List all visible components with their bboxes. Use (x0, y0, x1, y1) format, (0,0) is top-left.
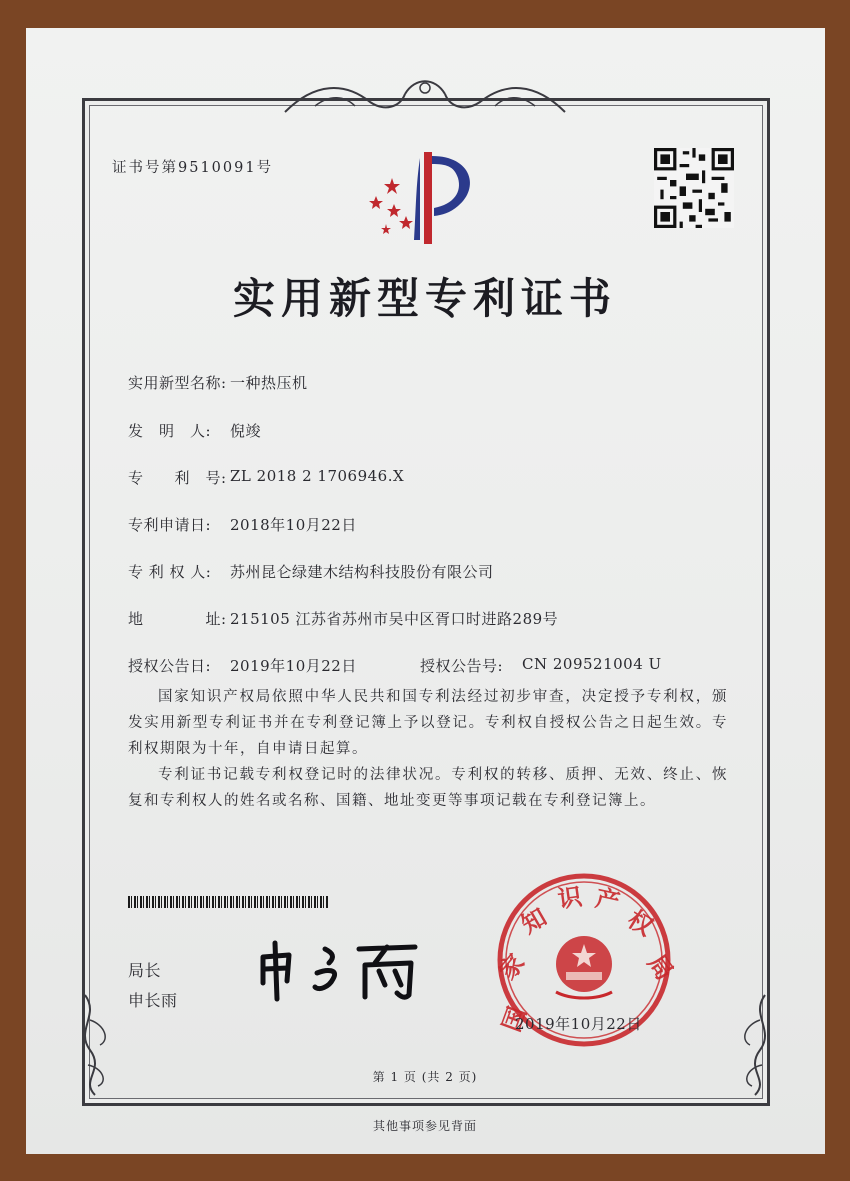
grant-date-label: 授权公告日: (128, 657, 212, 675)
svg-text:局: 局 (642, 948, 680, 986)
address-value: 215105 江苏省苏州市吴中区胥口时进路289号 (230, 610, 559, 628)
body-paragraph-1: 国家知识产权局依照中华人民共和国专利法经过初步审查，决定授予专利权，颁发实用新型专利证书并在专利登记簿上予以登记。专利权自授权公告之日起生效。专利权期限为十年，自申请日起算。 (128, 689, 728, 757)
cnipa-logo-icon (362, 148, 482, 248)
name-label: 实用新型名称: (128, 374, 227, 392)
patent-number-value: ZL 2018 2 1706946.X (230, 467, 405, 485)
signatory-name: 申长雨 (128, 991, 178, 1010)
svg-text:产: 产 (593, 883, 623, 917)
inventor-value: 倪竣 (230, 422, 262, 440)
seal-date: 2019年10月22日 (515, 1015, 642, 1033)
patent-number-label: 专 利 号: (128, 469, 227, 487)
holder-label: 专 利 权 人: (128, 563, 212, 581)
grant-number-label: 授权公告号: (420, 657, 504, 675)
svg-text:知: 知 (516, 902, 552, 940)
svg-text:家: 家 (492, 948, 531, 986)
qr-code (654, 148, 734, 228)
top-ornament (275, 72, 575, 122)
filing-date-label: 专利申请日: (128, 516, 212, 534)
back-note: 其他事项参见背面 (372, 1119, 477, 1133)
barcode (128, 896, 328, 908)
certificate-title: 实用新型专利证书 (232, 274, 617, 323)
signatory-role: 局长 (128, 961, 162, 980)
holder-value: 苏州昆仑绿建木结构科技股份有限公司 (230, 563, 494, 581)
certificate-number: 证书号第9510091号 (112, 160, 274, 176)
handwritten-signature (255, 935, 435, 1005)
page-indicator: 第 1 页 (共 2 页) (372, 1070, 478, 1084)
grant-number-value: CN 209521004 U (522, 655, 662, 673)
svg-text:国: 国 (496, 1002, 532, 1036)
grant-date-value: 2019年10月22日 (230, 657, 357, 675)
filing-date-value: 2018年10月22日 (230, 516, 357, 534)
body-paragraph-2: 专利证书记载专利权登记时的法律状况。专利权的转移、质押、无效、终止、恢复和专利权人的姓名或名称、国籍、地址变更等事项记载在专利登记簿上。 (128, 767, 728, 809)
inventor-label: 发 明 人: (128, 422, 212, 440)
svg-text:权: 权 (622, 904, 659, 942)
svg-text:识: 识 (555, 881, 584, 914)
address-label: 地 址: (128, 610, 227, 628)
name-value: 一种热压机 (230, 374, 308, 392)
